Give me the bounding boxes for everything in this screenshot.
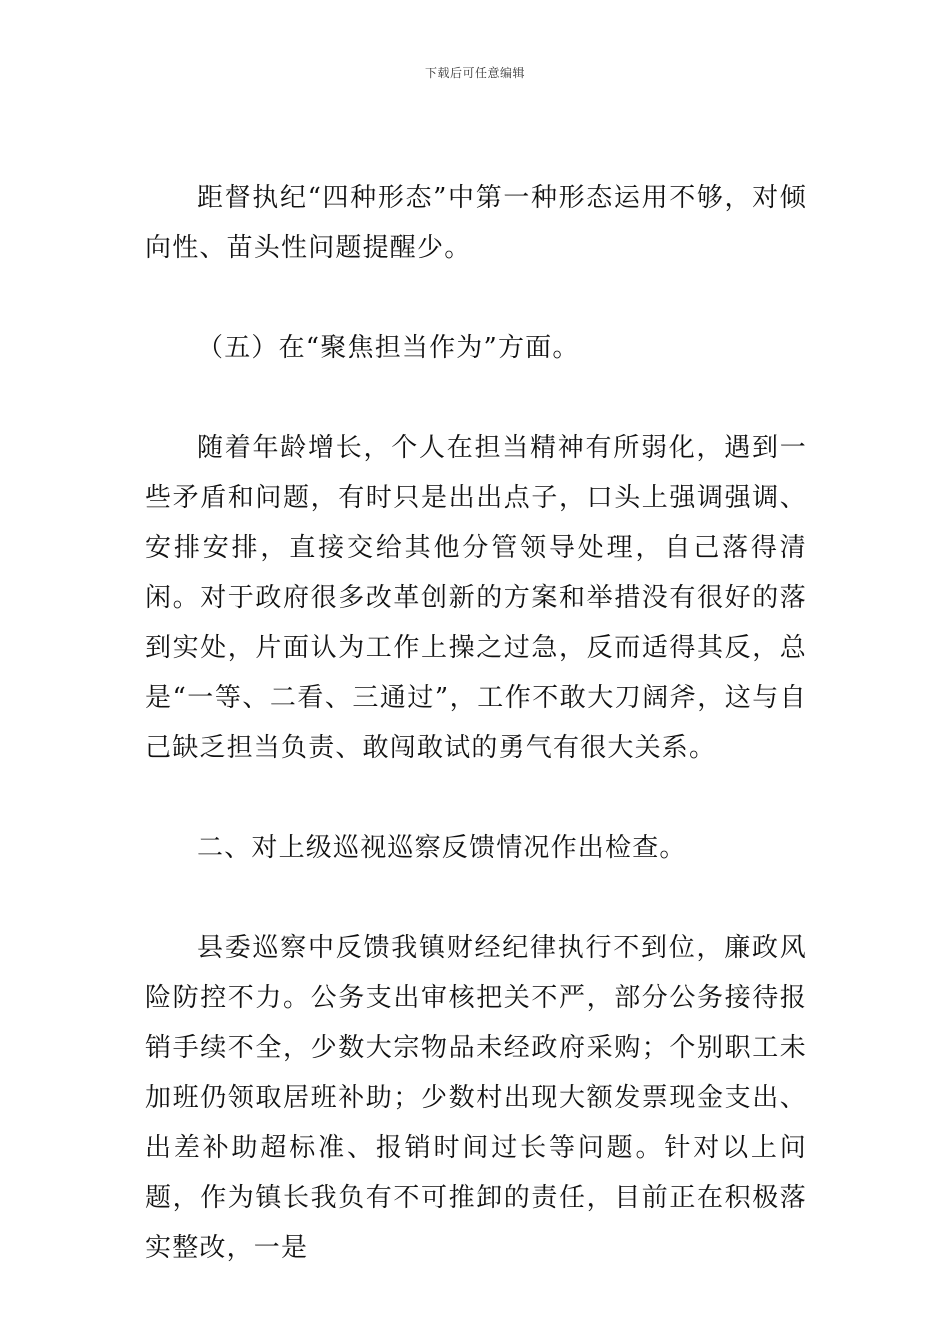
section-heading-two: 二、对上级巡视巡察反馈情况作出检查。 bbox=[197, 833, 687, 863]
header-note: 下载后可任意编辑 bbox=[424, 66, 525, 80]
section-heading-five: （五）在“聚焦担当作为”方面。 bbox=[197, 333, 580, 363]
paragraph-inspection-feedback: 县委巡察中反馈我镇财经纪律执行不到位，廉政风险防控不力。公务支出审核把关不严，部分公务接待报销手续不全，少数大宗物品未经政府采购；个别职工未加班仍领取居班补助；少数村出现大额发票现金支出、出差补助超标准、报销时间过长等问题。针对以上问题，作为镇长我负有不可推卸的责任，目前正在积极落实整改，一是 bbox=[145, 933, 807, 1263]
paragraph-responsibility: 随着年龄增长，个人在担当精神有所弱化，遇到一些矛盾和问题，有时只是出出点子，口头上强调强调、安排安排，直接交给其他分管领导处理，自己落得清闲。对于政府很多改革创新的方案和举措没有很好的落到实处，片面认为工作上操之过急，反而适得其反，总是“一等、二看、三通过”，工作不敢大刀阔斧，这与自己缺乏担当负责、敢闯敢试的勇气有很大关系。 bbox=[145, 433, 807, 763]
paragraph-discipline-forms: 距督执纪“四种形态”中第一种形态运用不够，对倾向性、苗头性问题提醒少。 bbox=[145, 183, 807, 263]
document-body bbox=[145, 173, 807, 1273]
